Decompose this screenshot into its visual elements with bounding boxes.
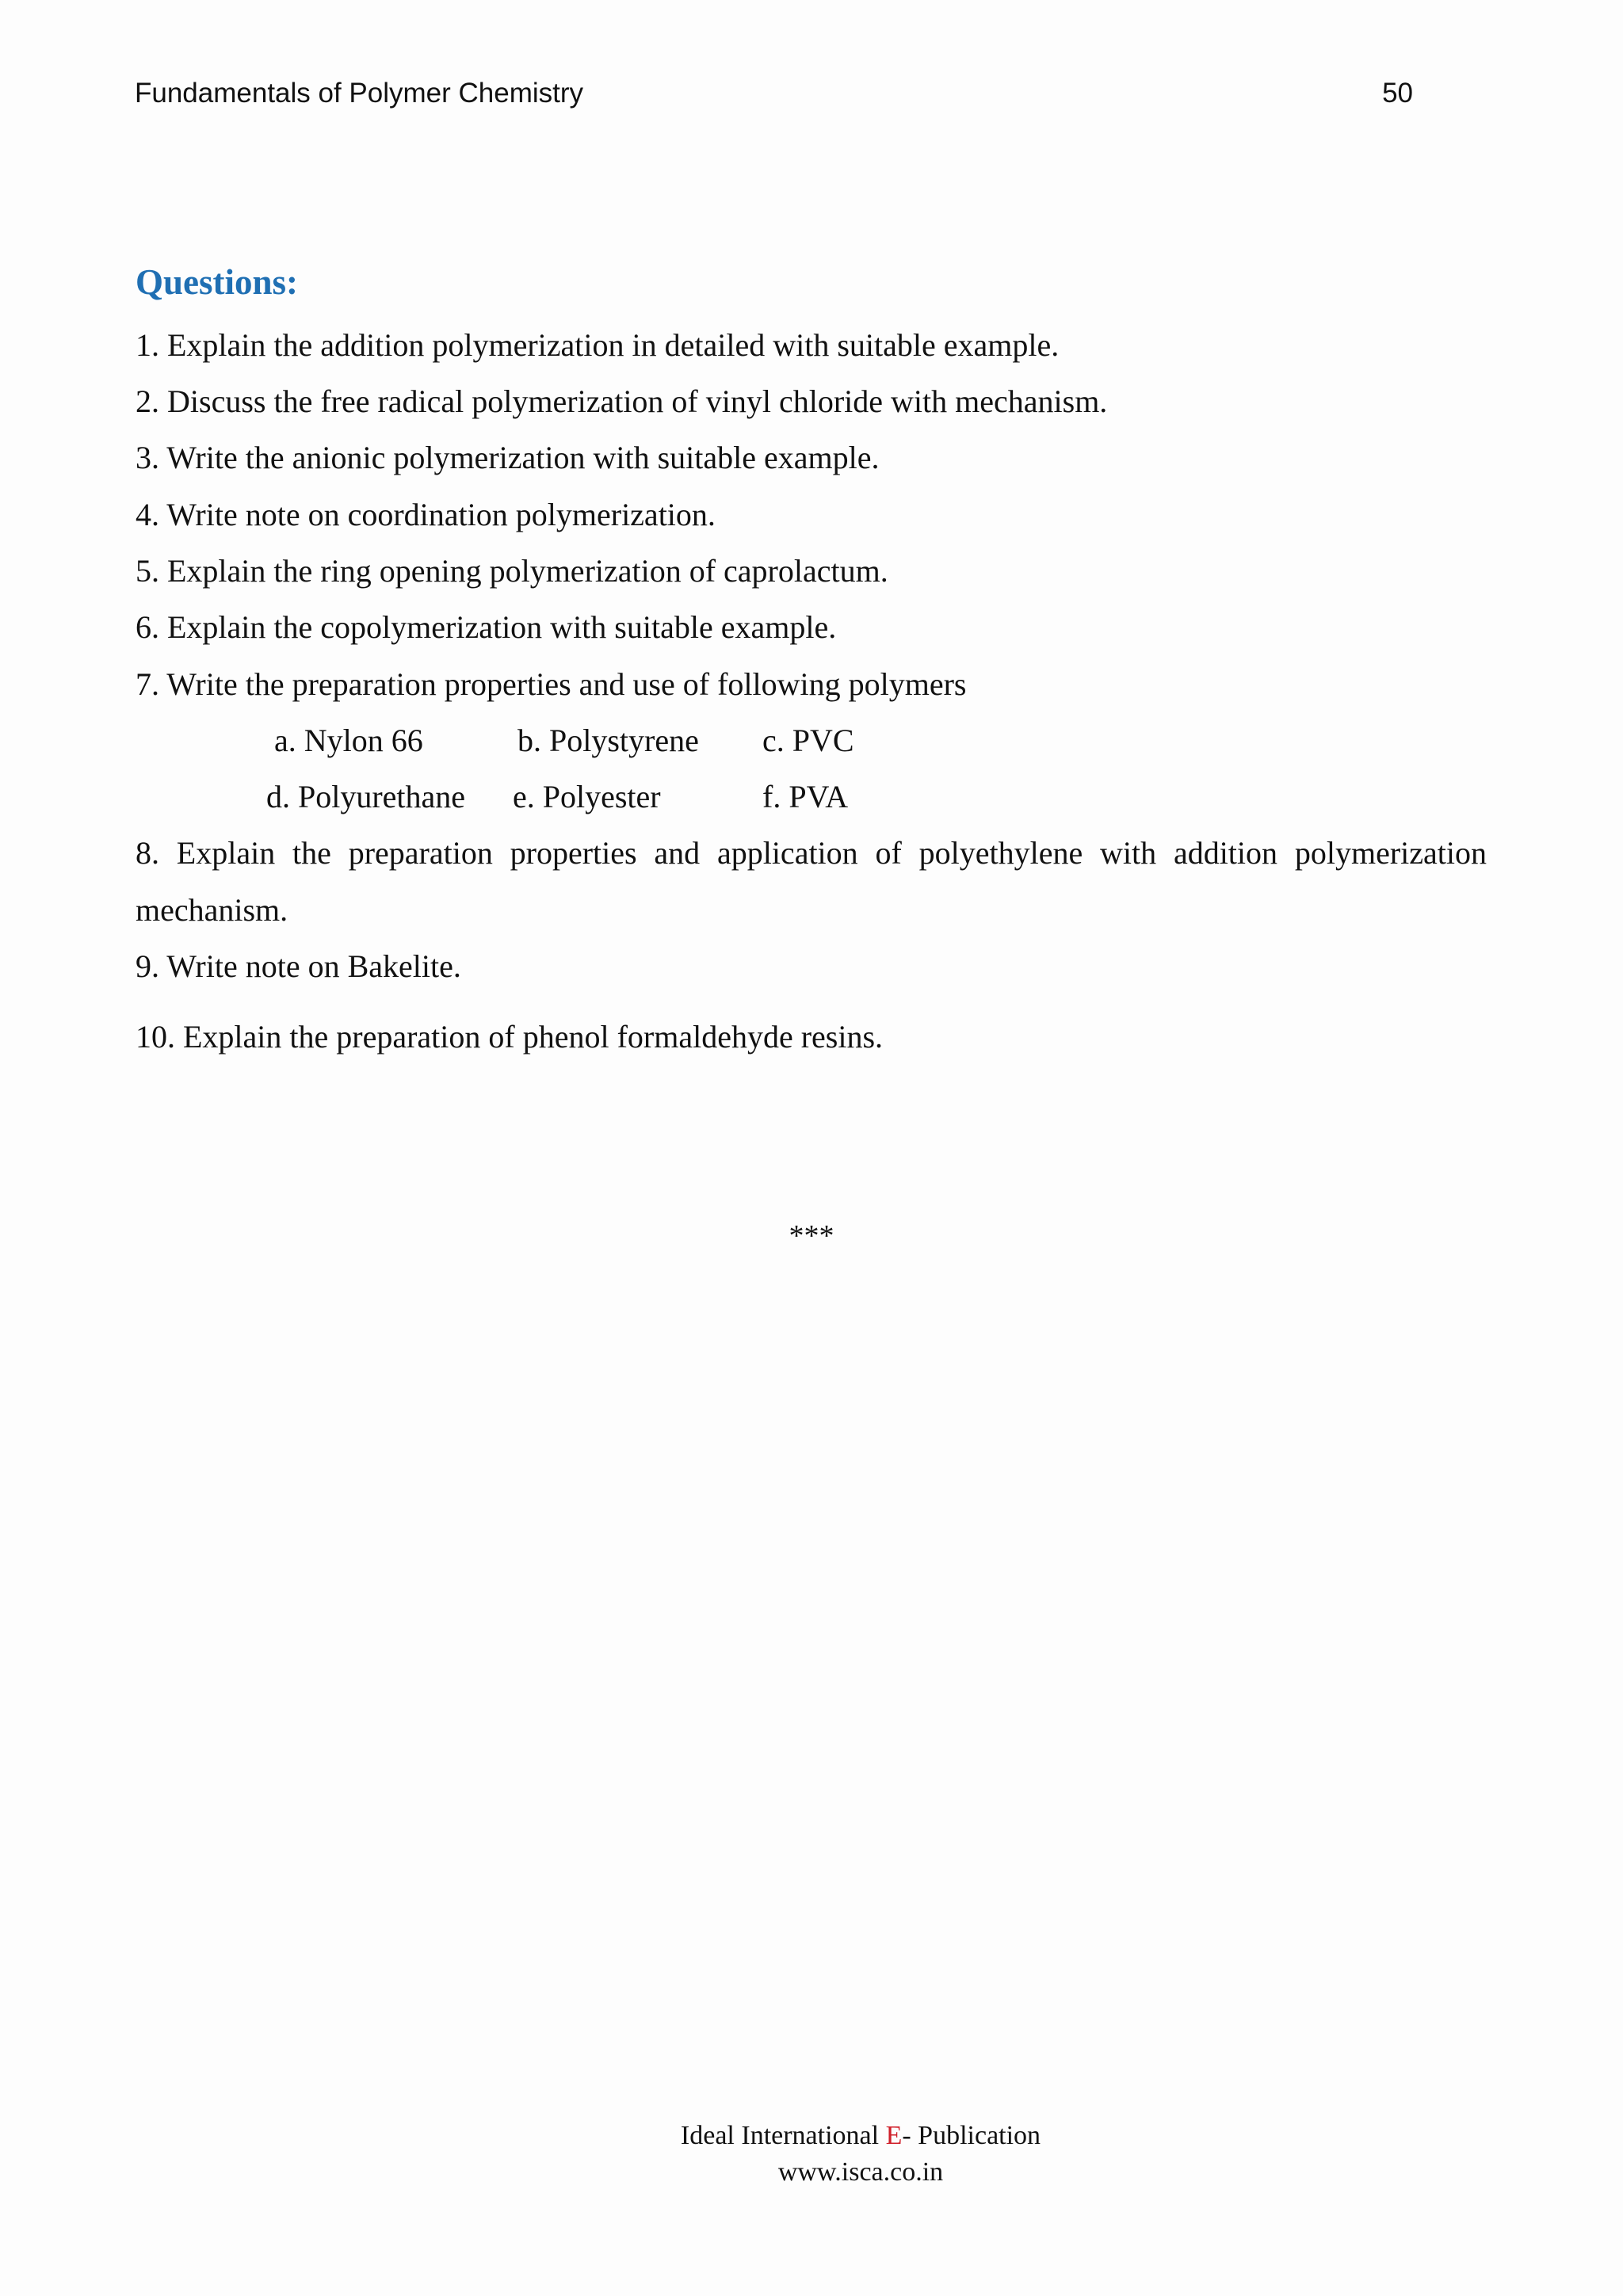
page-footer [623,2118,1098,2191]
question-5: 5. Explain the ring opening polymerization of caprolactum. [136,553,888,589]
page-number: 50 [1382,78,1413,109]
question-2: 2. Discuss the free radical polymerization of vinyl chloride with mechanism. [136,383,1108,419]
q7-item-c: c. PVC [762,723,854,758]
q7-item-b: b. Polystyrene [517,723,699,758]
q7-item-a: a. Nylon 66 [274,723,423,758]
question-8-line-2: mechanism. [136,892,288,928]
q7-item-f: f. PVA [762,779,849,814]
publisher-line [623,2118,1098,2154]
question-1: 1. Explain the addition polymerization in detailed with suitable example. [136,327,1060,363]
question-9: 9. Write note on Bakelite. [136,948,461,984]
question-3: 3. Write the anionic polymerization with suitable example. [136,440,880,475]
question-8-line-1: 8. Explain the preparation properties and application of polyethylene with addition polymerization [136,835,1487,871]
running-title: Fundamentals of Polymer Chemistry [135,78,584,109]
publisher-name-start: Ideal International [680,2121,886,2150]
question-7: 7. Write the preparation properties and use of following polymers [136,666,967,702]
publisher-name-end: - Publication [902,2121,1041,2150]
publisher-website: www.isca.co.in [777,2157,944,2187]
page-header [135,78,1413,116]
section-separator: *** [789,1219,834,1253]
section-heading: Questions: [136,262,299,302]
q7-item-d: d. Polyurethane [266,779,466,814]
question-6: 6. Explain the copolymerization with suitable example. [136,609,837,645]
q7-item-e: e. Polyester [513,779,661,814]
question-4: 4. Write note on coordination polymerization. [136,497,716,532]
publisher-accent-letter: E [885,2121,903,2150]
question-10: 10. Explain the preparation of phenol formaldehyde resins. [136,1019,884,1055]
